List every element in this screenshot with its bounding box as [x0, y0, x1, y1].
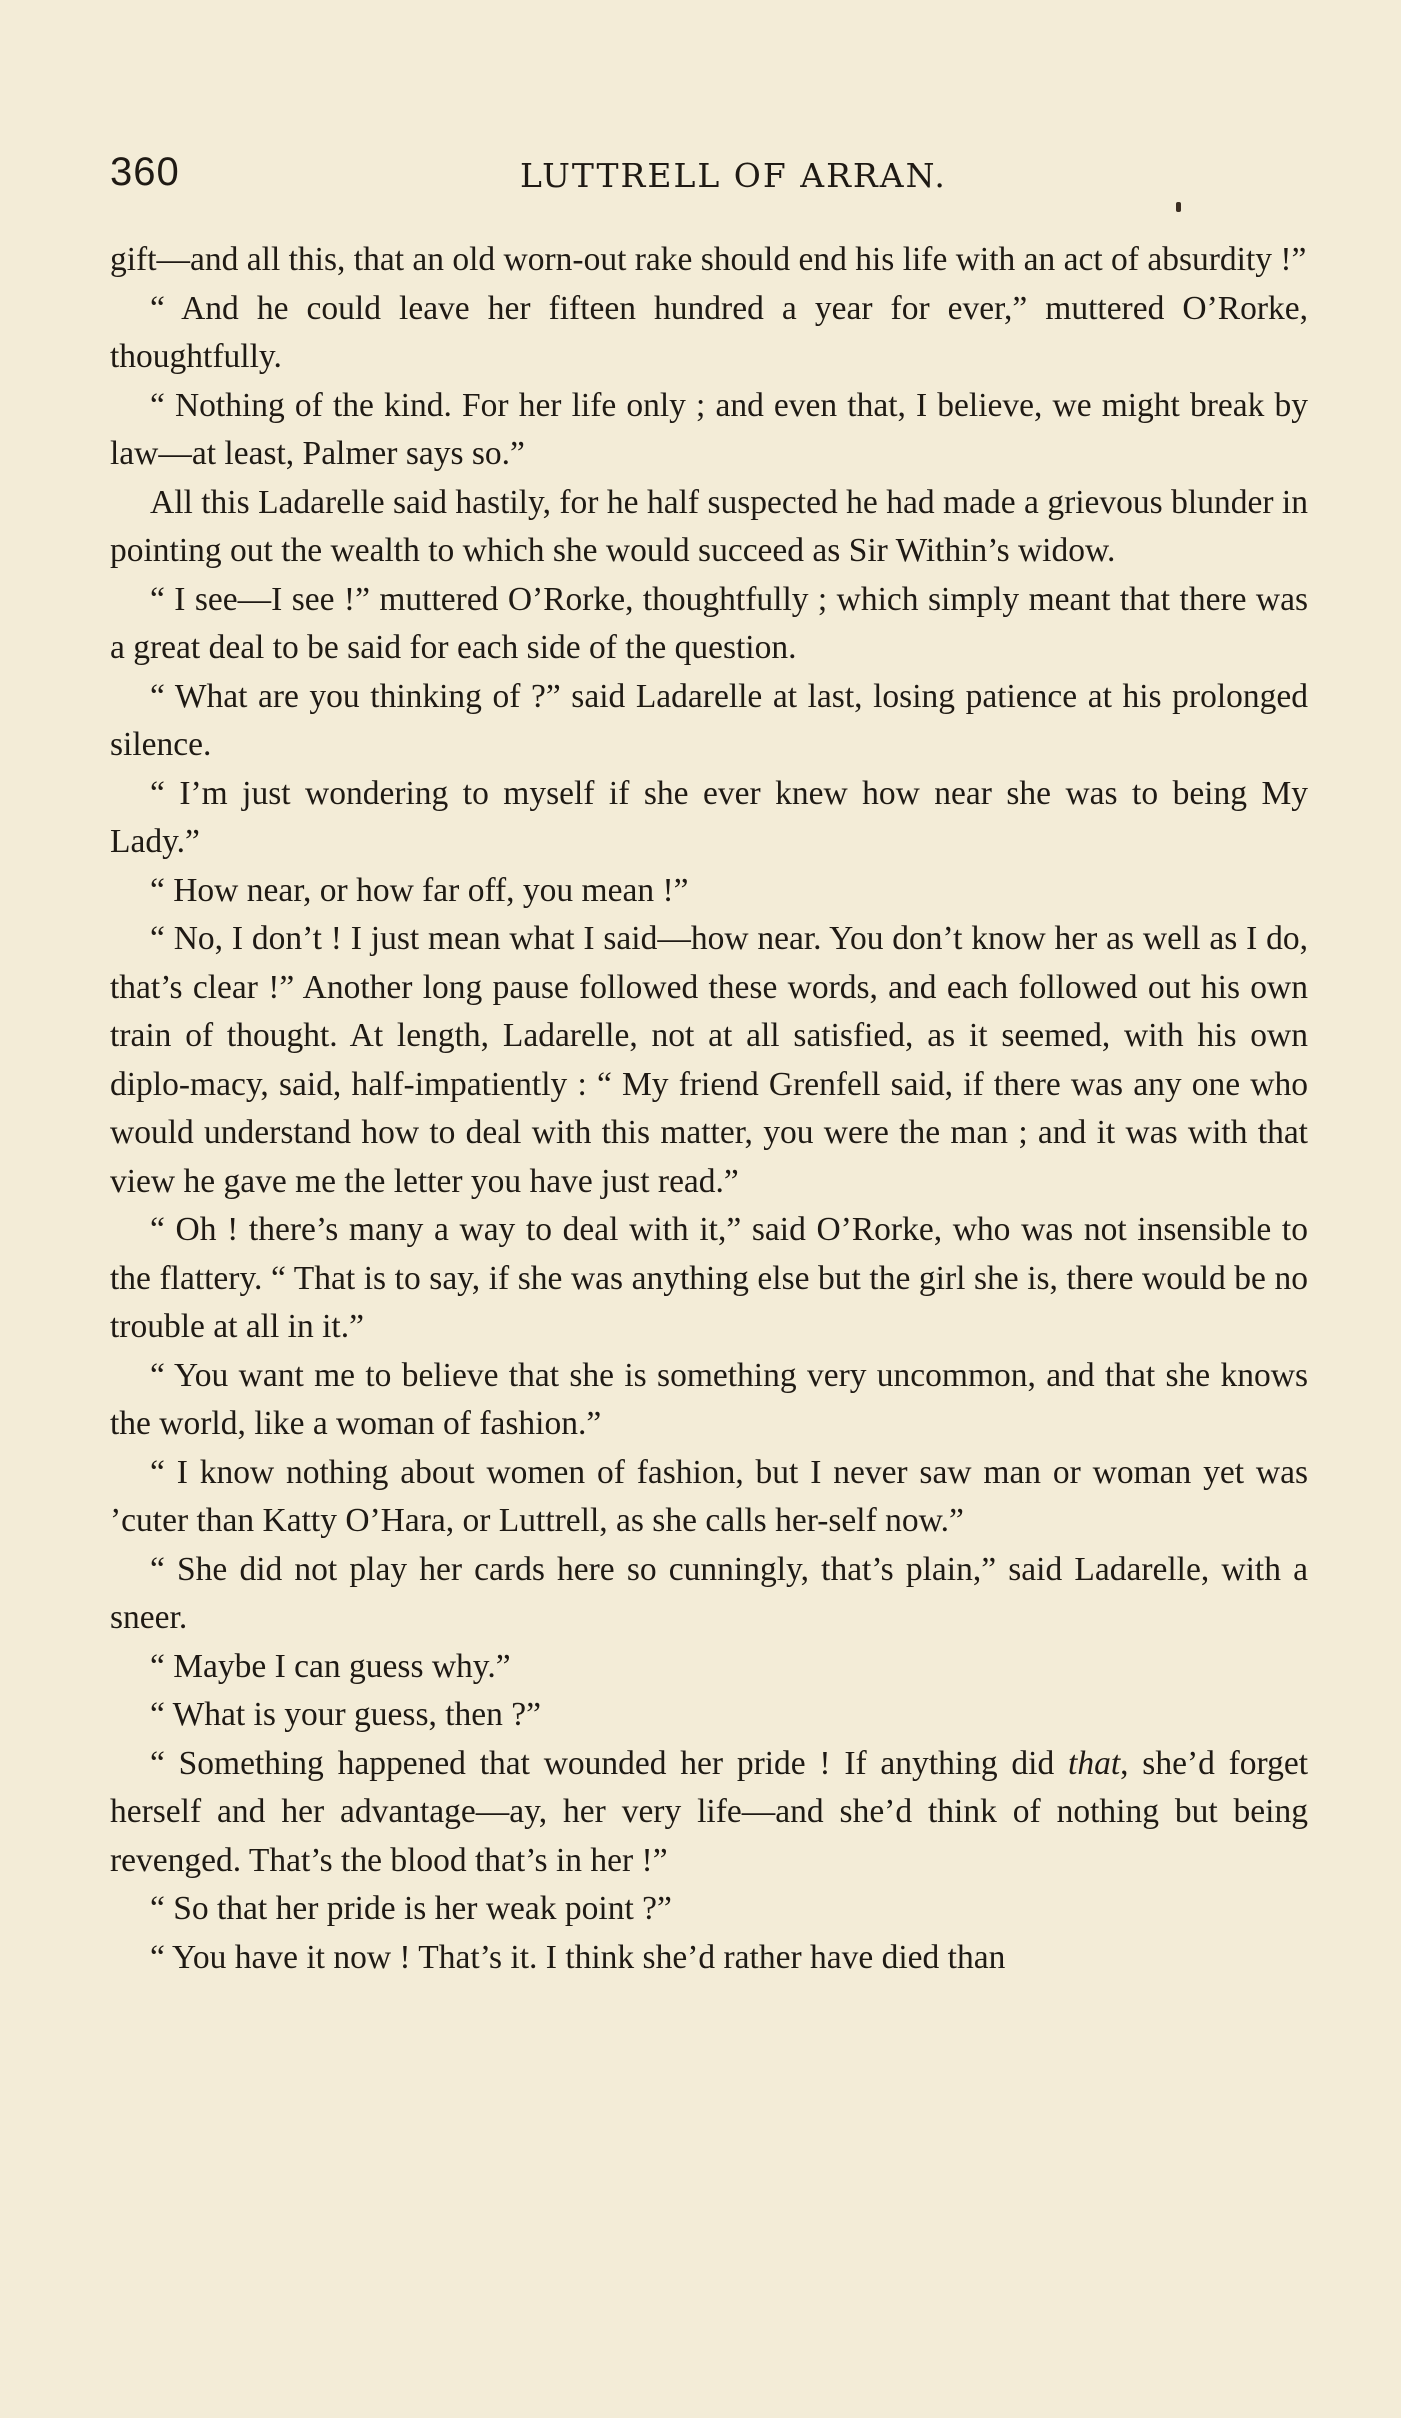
paragraph: “ Maybe I can guess why.”	[150, 1647, 511, 1685]
paragraph: “ No, I don’t ! I just mean what I said—how near. You don’t know her as well as I do, that’s clear !” Another long pause followed these words, and each followed out his own train of thought. At length, Ladarelle, not at all satisfied, as it seemed, with his own diplo-macy, said, half-impatiently : “ My friend Grenfell said, if there was any one who would understand how to deal with this matter, you were the man ; and it was with that view he gave me the letter you have just read.”	[110, 920, 1308, 1200]
emphasis: that	[1068, 1744, 1121, 1782]
paragraph-text: “ Something happened that wounded her pride ! If anything did	[150, 1744, 1069, 1782]
ink-speck	[1176, 202, 1181, 212]
paragraph: “ Nothing of the kind. For her life only ; and even that, I believe, we might break by law—at least, Palmer says so.”	[110, 386, 1308, 472]
paragraph: “ And he could leave her fifteen hundred a year for ever,” muttered O’Rorke, thoughtfully.	[110, 289, 1308, 375]
page-header	[110, 150, 1320, 210]
paragraph: “ You want me to believe that she is something very uncommon, and that she knows the world, like a woman of fashion.”	[110, 1356, 1308, 1442]
paragraph: “ What are you thinking of ?” said Ladarelle at last, losing patience at his prolonged silence.	[110, 677, 1308, 763]
paragraph: “ You have it now ! That’s it. I think she’d rather have died than	[150, 1938, 1006, 1976]
paragraph	[110, 1740, 1308, 1886]
running-head: LUTTRELL OF ARRAN.	[520, 156, 947, 195]
paragraph: “ How near, or how far off, you mean !”	[150, 871, 689, 909]
paragraph: “ So that her pride is her weak point ?”	[150, 1890, 672, 1927]
paragraph: “ I know nothing about women of fashion, but I never saw man or woman yet was ’cuter than Katty O’Hara, or Luttrell, as she calls her-self now.”	[110, 1453, 1308, 1539]
paragraph: “ Oh ! there’s many a way to deal with it,” said O’Rorke, who was not insensible to the flattery. “ That is to say, if she was anything else but the girl she is, there would be no trouble at all in it.”	[110, 1211, 1308, 1345]
body-text	[110, 236, 1308, 1982]
paragraph-text: , she’d forget herself and her advantage—ay, her very life—and she’d think of nothing but being revenged. That’s the blood that’s in her !”	[110, 1744, 1308, 1879]
paragraph: All this Ladarelle said hastily, for he half suspected he had made a grievous blunder in pointing out the wealth to which she would succeed as Sir Within’s widow.	[110, 483, 1308, 569]
paragraph: “ What is your guess, then ?”	[150, 1696, 542, 1733]
paragraph: “ I see—I see !” muttered O’Rorke, thoughtfully ; which simply meant that there was a great deal to be said for each side of the question.	[110, 580, 1308, 666]
page-number: 360	[110, 150, 180, 194]
paragraph: gift—and all this, that an old worn-out rake should end his life with an act of absurdity !”	[110, 241, 1307, 278]
paragraph: “ She did not play her cards here so cunningly, that’s plain,” said Ladarelle, with a sneer.	[110, 1550, 1308, 1636]
paragraph: “ I’m just wondering to myself if she ever knew how near she was to being My Lady.”	[110, 774, 1308, 860]
